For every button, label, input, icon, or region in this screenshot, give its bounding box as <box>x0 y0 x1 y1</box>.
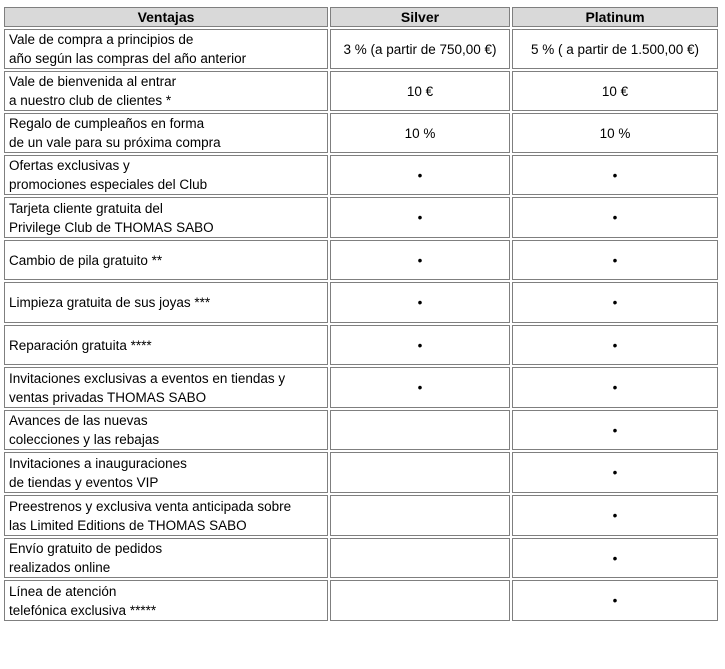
silver-included-bullet: • <box>417 210 423 225</box>
feature-cell <box>4 240 328 280</box>
feature-cell <box>4 113 328 153</box>
table-row <box>4 71 718 111</box>
platinum-included-bullet: • <box>612 550 618 566</box>
silver-value: 10 € <box>406 83 434 99</box>
table-row <box>4 240 718 280</box>
feature-text: Tarjeta cliente gratuita del <box>9 200 163 216</box>
table-row <box>4 367 718 408</box>
platinum-cell <box>512 113 718 153</box>
feature-cell <box>4 538 328 578</box>
platinum-cell <box>512 367 718 408</box>
platinum-included-bullet: • <box>612 210 618 225</box>
silver-value: 10 % <box>404 125 436 141</box>
feature-cell <box>4 325 328 365</box>
feature-text: Limpieza gratuita de sus joyas *** <box>9 295 211 310</box>
feature-text: las Limited Editions de THOMAS SABO <box>9 517 247 533</box>
platinum-included-bullet: • <box>612 593 618 608</box>
feature-text: Avances de las nuevas <box>9 413 148 428</box>
silver-cell <box>330 367 510 408</box>
silver-value: 3 % (a partir de 750,00 €) <box>343 41 497 57</box>
platinum-cell <box>512 155 718 195</box>
table-row <box>4 538 718 578</box>
table-row <box>4 580 718 621</box>
feature-cell <box>4 367 328 408</box>
platinum-value: 10 % <box>599 125 631 141</box>
feature-text: Reparación gratuita **** <box>9 337 152 353</box>
feature-cell <box>4 29 328 69</box>
feature-text: colecciones y las rebajas <box>9 432 160 447</box>
feature-text: Envío gratuito de pedidos <box>9 541 163 556</box>
silver-cell <box>330 495 510 536</box>
silver-included-bullet: • <box>417 337 423 353</box>
feature-text: año según las compras del año anterior <box>9 51 247 66</box>
silver-cell <box>330 538 510 578</box>
platinum-cell <box>512 282 718 323</box>
silver-included-bullet: • <box>417 380 423 395</box>
platinum-cell <box>512 240 718 280</box>
silver-cell <box>330 580 510 621</box>
silver-cell <box>330 410 510 450</box>
feature-text: Línea de atención <box>9 583 117 599</box>
feature-text: Invitaciones a inauguraciones <box>9 455 187 471</box>
feature-text: telefónica exclusiva ***** <box>9 602 157 618</box>
table-row <box>4 325 718 365</box>
platinum-value: 10 € <box>601 83 629 99</box>
feature-text: de tiendas y eventos VIP <box>9 474 159 490</box>
platinum-cell <box>512 452 718 493</box>
silver-cell <box>330 29 510 69</box>
silver-cell <box>330 325 510 365</box>
feature-cell <box>4 71 328 111</box>
feature-text: Ofertas exclusivas y <box>9 158 130 173</box>
table-row <box>4 29 718 69</box>
platinum-included-bullet: • <box>612 167 618 183</box>
platinum-cell <box>512 410 718 450</box>
feature-text: Cambio de pila gratuito ** <box>9 252 163 268</box>
platinum-included-bullet: • <box>612 422 618 438</box>
feature-text: Vale de bienvenida al entrar <box>9 74 177 89</box>
platinum-included-bullet: • <box>612 508 618 523</box>
platinum-value: 5 % ( a partir de 1.500,00 €) <box>530 41 700 57</box>
feature-cell <box>4 452 328 493</box>
platinum-included-bullet: • <box>612 295 618 310</box>
benefits-table <box>2 5 720 623</box>
silver-included-bullet: • <box>417 167 423 183</box>
feature-cell <box>4 495 328 536</box>
silver-cell <box>330 113 510 153</box>
platinum-included-bullet: • <box>612 380 618 395</box>
platinum-cell <box>512 538 718 578</box>
platinum-cell <box>512 495 718 536</box>
feature-cell <box>4 580 328 621</box>
header-ventajas: Ventajas <box>4 7 328 27</box>
silver-cell <box>330 240 510 280</box>
feature-text: de un vale para su próxima compra <box>9 135 221 150</box>
feature-text: Regalo de cumpleaños en forma <box>9 116 205 131</box>
silver-included-bullet: • <box>417 252 423 268</box>
table-row <box>4 197 718 238</box>
feature-text: Invitaciones exclusivas a eventos en tiendas y <box>9 370 286 386</box>
header-row <box>4 7 718 27</box>
table-row <box>4 282 718 323</box>
silver-cell <box>330 282 510 323</box>
silver-included-bullet: • <box>417 295 423 310</box>
silver-cell <box>330 71 510 111</box>
platinum-included-bullet: • <box>612 252 618 268</box>
table-row <box>4 495 718 536</box>
table-row <box>4 155 718 195</box>
feature-text: Privilege Club de THOMAS SABO <box>9 219 214 235</box>
platinum-cell <box>512 580 718 621</box>
feature-text: Preestrenos y exclusiva venta anticipada sobre <box>9 498 292 514</box>
header-silver: Silver <box>330 7 510 27</box>
platinum-cell <box>512 29 718 69</box>
feature-cell <box>4 282 328 323</box>
table-row <box>4 452 718 493</box>
table-row <box>4 410 718 450</box>
silver-cell <box>330 155 510 195</box>
platinum-cell <box>512 197 718 238</box>
feature-text: ventas privadas THOMAS SABO <box>9 389 207 405</box>
feature-cell <box>4 197 328 238</box>
feature-text: promociones especiales del Club <box>9 177 208 192</box>
table-row <box>4 113 718 153</box>
platinum-cell <box>512 71 718 111</box>
platinum-cell <box>512 325 718 365</box>
platinum-included-bullet: • <box>612 337 618 353</box>
silver-cell <box>330 452 510 493</box>
benefits-body <box>4 29 718 621</box>
header-platinum: Platinum <box>512 7 718 27</box>
feature-cell <box>4 410 328 450</box>
platinum-included-bullet: • <box>612 465 618 480</box>
feature-text: realizados online <box>9 560 111 575</box>
feature-text: a nuestro club de clientes * <box>9 93 172 108</box>
silver-cell <box>330 197 510 238</box>
feature-text: Vale de compra a principios de <box>9 32 194 47</box>
feature-cell <box>4 155 328 195</box>
